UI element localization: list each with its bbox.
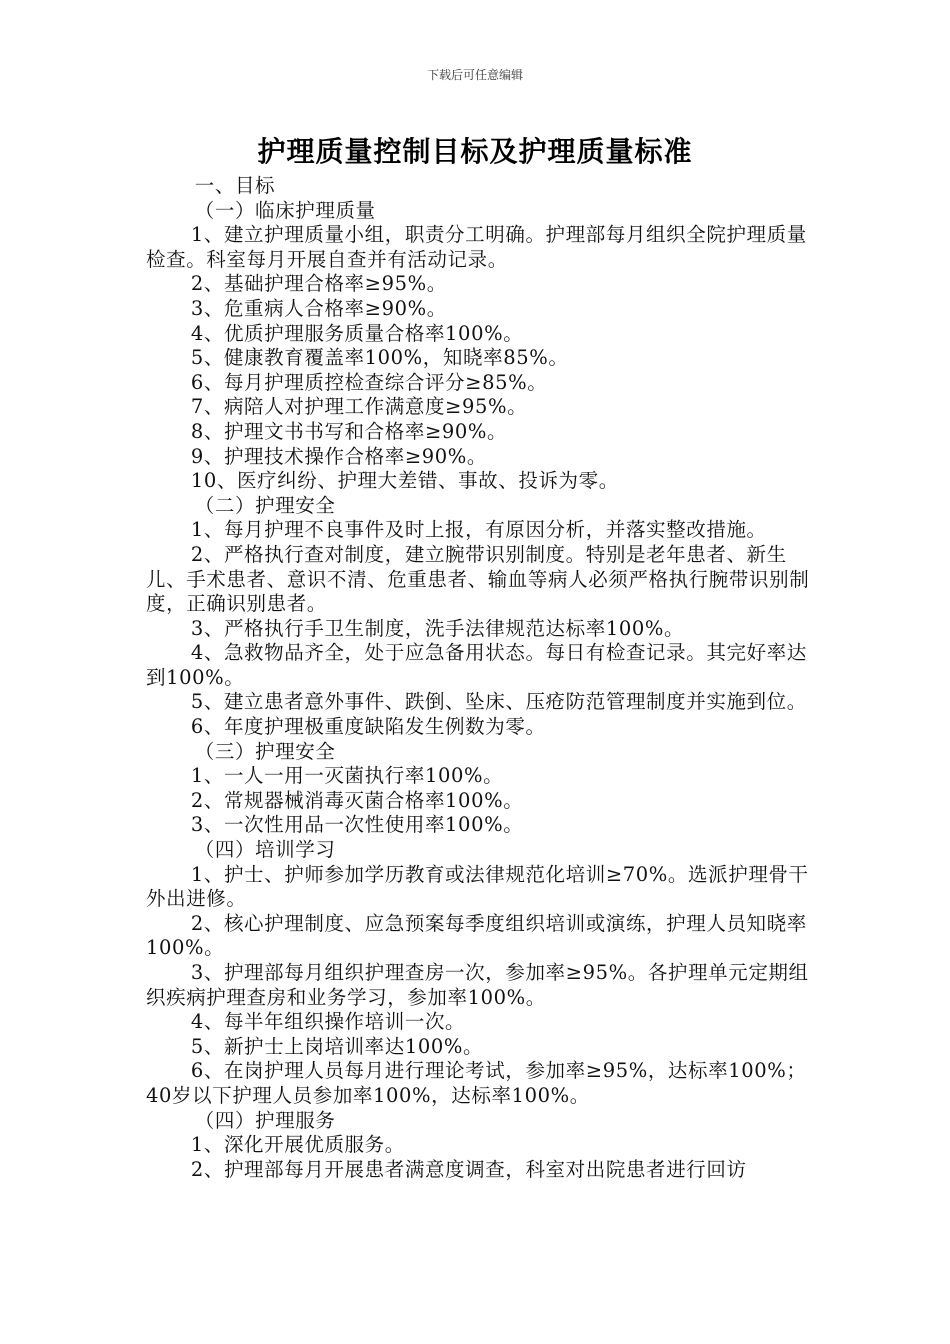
list-item: 4、优质护理服务质量合格率100%。 [190, 321, 524, 345]
list-item: 2、常规器械消毒灭菌合格率100%。 [190, 788, 524, 812]
list-item: 3、一次性用品一次性使用率100%。 [190, 813, 524, 837]
section-heading: （一）临床护理质量 [194, 198, 376, 222]
list-item: 3、严格执行手卫生制度，洗手法律规范达标率100%。 [190, 616, 685, 640]
section-heading: （二）护理安全 [194, 493, 336, 517]
document-title: 护理质量控制目标及护理质量标准 [257, 135, 693, 168]
list-item: 10、医疗纠纷、护理大差错、事故、投诉为零。 [190, 469, 619, 493]
list-item: 2、核心护理制度、应急预案每季度组织培训或演练，护理人员知晓率100%。 [146, 911, 807, 960]
list-item: 5、健康教育覆盖率100%，知晓率85%。 [190, 346, 569, 370]
list-item: 5、建立患者意外事件、跌倒、坠床、压疮防范管理制度并实施到位。 [190, 690, 807, 714]
list-item: 6、每月护理质控检查综合评分≥85%。 [190, 370, 548, 394]
list-item: 6、在岗护理人员每月进行理论考试，参加率≥95%，达标率100%；40岁以下护理人员参加率100%，达标率100%。 [146, 1059, 807, 1107]
list-item: 4、每半年组织操作培训一次。 [190, 1010, 466, 1034]
list-item: 6、年度护理极重度缺陷发生例数为零。 [190, 715, 546, 739]
list-item: 1、深化开展优质服务。 [190, 1133, 405, 1157]
list-item: 9、护理技术操作合格率≥90%。 [190, 444, 488, 468]
list-item: 3、护理部每月组织护理查房一次，参加率≥95%。各护理单元定期组织疾病护理查房和业务学习，参加率100%。 [146, 961, 809, 1009]
list-item: 1、每月护理不良事件及时上报，有原因分析，并落实整改措施。 [190, 518, 767, 542]
document-body [146, 174, 814, 1182]
section-heading: （四）护理服务 [194, 1108, 336, 1132]
list-item: 7、病陪人对护理工作满意度≥95%。 [190, 395, 528, 419]
list-item: 1、建立护理质量小组，职责分工明确。护理部每月组织全院护理质量检查。科室每月开展自查并有活动记录。 [146, 223, 807, 271]
header-note: 下载后可任意编辑 [426, 68, 523, 82]
list-item: 1、一人一用一灭菌执行率100%。 [190, 764, 504, 788]
list-item: 3、危重病人合格率≥90%。 [190, 296, 447, 320]
list-item: 2、严格执行查对制度，建立腕带识别制度。特别是老年患者、新生儿、手术患者、意识不清、危重患者、输血等病人必须严格执行腕带识别制度，正确识别患者。 [146, 542, 810, 616]
list-item: 2、护理部每月开展患者满意度调查，科室对出院患者进行回访 [190, 1157, 747, 1181]
section-heading: 一、目标 [194, 174, 276, 197]
list-item: 5、新护士上岗培训率达100%。 [190, 1034, 484, 1058]
list-item: 2、基础护理合格率≥95%。 [190, 272, 447, 296]
list-item: 8、护理文书书写和合格率≥90%。 [190, 419, 508, 443]
list-item: 4、急救物品齐全，处于应急备用状态。每日有检查记录。其完好率达到100%。 [146, 641, 807, 689]
section-heading: （四）培训学习 [194, 838, 336, 862]
section-heading: （三）护理安全 [194, 739, 336, 763]
list-item: 1、护士、护师参加学历教育或法律规范化培训≥70%。选派护理骨干外出进修。 [146, 862, 809, 911]
